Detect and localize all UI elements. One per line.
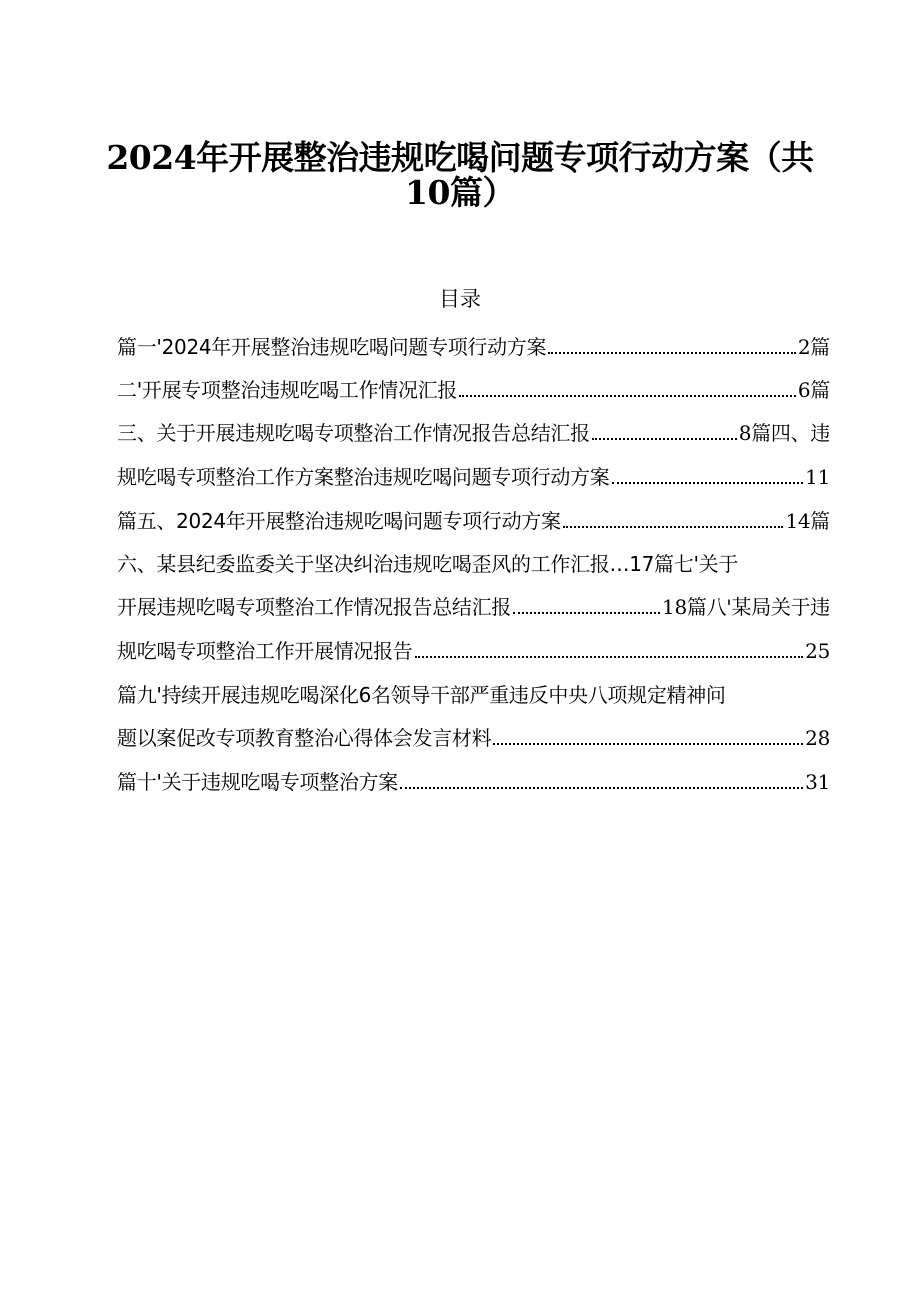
toc-line-8 — [117, 636, 830, 666]
toc-line-1 — [117, 332, 830, 362]
toc-page-number: 8篇四、违 — [738, 421, 830, 445]
toc-entry-text: 二'开展专项整治违规吃喝工作情况汇报 — [117, 378, 458, 402]
toc-line-7 — [117, 592, 830, 622]
toc-entry-text: 题以案促改专项教育整治心得体会发言材料 — [117, 726, 492, 750]
toc-line-2 — [117, 375, 830, 405]
toc-page-number: 14篇 — [785, 509, 830, 533]
toc-line-4 — [117, 462, 830, 492]
toc-entry-text: 六、某县纪委监委关于坚决纠治违规吃喝歪风的工作汇报…17篇七'关于 — [117, 552, 739, 576]
toc-entry-text: 篇五、2024年开展整治违规吃喝问题专项行动方案 — [117, 509, 561, 533]
toc-page-number: 2篇 — [797, 335, 830, 359]
toc-dot-leader — [459, 395, 796, 397]
toc-page-number: 11 — [805, 465, 830, 489]
toc-dot-leader — [415, 656, 804, 658]
toc-line-9 — [117, 680, 830, 710]
toc-dot-leader — [563, 526, 784, 528]
toc-dot-leader — [548, 352, 796, 354]
toc-page-number: 25 — [805, 639, 830, 663]
toc-dot-leader — [513, 612, 660, 614]
document-title-line-2: 10篇） — [405, 173, 515, 212]
toc-dot-leader — [612, 482, 804, 484]
toc-dot-leader — [592, 438, 737, 440]
toc-line-6 — [117, 549, 830, 579]
toc-entry-text: 开展违规吃喝专项整治工作情况报告总结汇报 — [117, 595, 511, 619]
toc-page-number: 28 — [805, 726, 830, 750]
toc-line-5 — [117, 506, 830, 536]
toc-page-number: 6篇 — [797, 378, 830, 402]
document-title-line-1: 2024年开展整治违规吃喝问题专项行动方案（共 — [106, 138, 814, 177]
toc-entry-text: 规吃喝专项整治工作方案整治违规吃喝问题专项行动方案 — [117, 465, 610, 489]
toc-page-number: 18篇八'某局关于违 — [662, 595, 830, 619]
toc-entry-text: 篇十'关于违规吃喝专项整治方案 — [117, 770, 398, 794]
toc-heading: 目录 — [439, 287, 481, 311]
toc-entry-text: 三、关于开展违规吃喝专项整治工作情况报告总结汇报 — [117, 421, 590, 445]
toc-dot-leader — [400, 787, 803, 789]
toc-dot-leader — [493, 743, 803, 745]
toc-entry-text: 篇一'2024年开展整治违规吃喝问题专项行动方案 — [117, 335, 547, 359]
toc-line-3 — [117, 418, 830, 448]
toc-line-11 — [117, 767, 830, 797]
toc-page-number: 31 — [805, 770, 830, 794]
toc-entry-text: 篇九'持续开展违规吃喝深化6名领导干部严重违反中央八项规定精神问 — [117, 683, 726, 707]
toc-entry-text: 规吃喝专项整治工作开展情况报告 — [117, 639, 413, 663]
toc-line-10 — [117, 723, 830, 753]
